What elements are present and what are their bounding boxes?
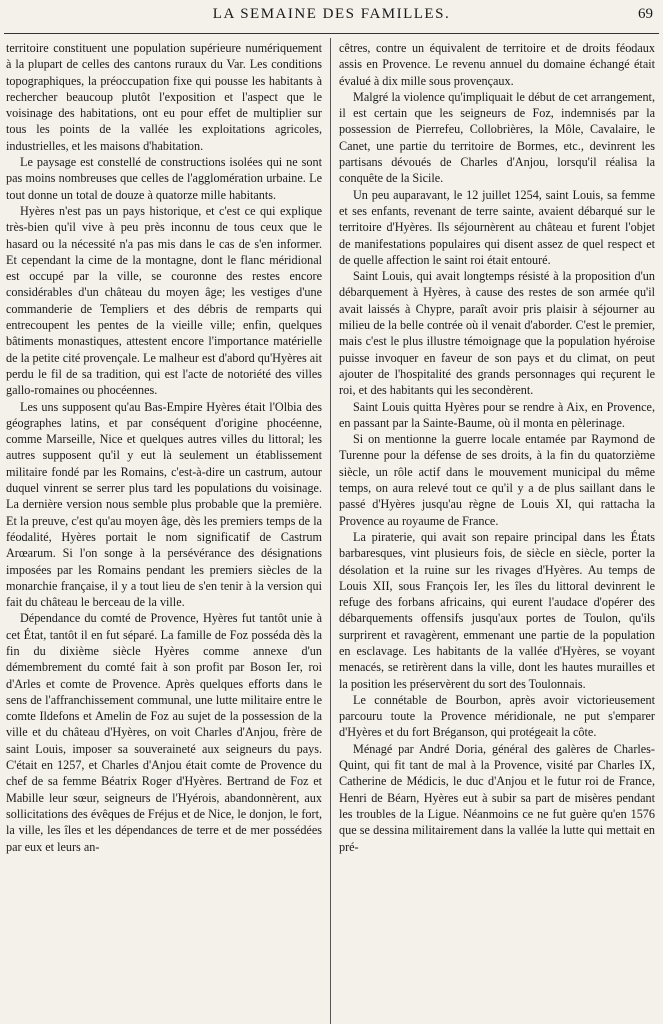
paragraph: cêtres, contre un équivalent de territoire et de droits féodaux assis en Provence. Le revenu annuel du domaine échangé était évalué à dix mille sous provençaux. [339,41,655,88]
paragraph: Les uns supposent qu'au Bas-Empire Hyères était l'Olbia des géographes latins, et par conséquent d'origine phocéenne, comme Marseille, Nice et quelques autres villes du littoral; les autres supposent qu'il y eut là seulement un établissement militaire fondé par les Romains, c'est-à-dire un castrum, autour duquel vinrent se serrer plus tard les populations du voisinage. La dernière version nous semble plus probable que la première. Et la preuve, c'est qu'au moyen âge, dès les premiers temps de la féodalité, Hyères portait le nom significatif de Castrum Arœarum. Si l'on songe à la persévérance des désignations imposées par les Romains pendant les premiers siècles de la monarchie française, il y a tout lieu de s'en tenir à la version qui fait du château le berceau de la ville. [6,399,322,610]
column-divider [330,38,331,1024]
right-column [339,40,655,1020]
paragraph: Le paysage est constellé de constructions isolées qui ne sont pas moins nombreuses que celles de l'agglomération urbaine. Le tout donne un total de douze à quatorze mille habitants. [6,155,322,202]
paragraph: Malgré la violence qu'impliquait le début de cet arrangement, il est certain que les seigneurs de Foz, indemnisés par la possession de Pierrefeu, Collobrières, la Môle, Cavalaire, le Canet, une partie du territoire de Bormes, etc., devinrent les partisans dévoués de Charles d'Anjou, lorsqu'il réalisa la conquête de la Sicile. [339,89,655,186]
page-number: 69 [638,6,653,22]
paragraph: Dépendance du comté de Provence, Hyères fut tantôt unie à cet État, tantôt il en fut séparé. La famille de Foz posséda dès la fin du dixième siècle Hyères comme annexe d'un démembrement du comté fait à son profit par Boson Ier, roi d'Arles et comte de Provence. Après quelques efforts dans le sens de l'affranchissement communal, une lutte militaire entre le comte Ildefons et Amelin de Foz au sujet de la possession de la ville et du château d'Hyères, on voit Charles d'Anjou, frère de saint Louis, imposer sa souveraineté aux seigneurs du pays. C'était en 1257, et Charles d'Anjou était comte de Provence du chef de sa femme Béatrix Roger d'Hyères. Bertrand de Foz et Mabille leur sœur, seigneurs de l'Hyérois, abandonnèrent, aux sollicitations des évêques de Fréjus et de Nice, le donjon, le fort, la ville, les îles et les dépendances de terre et de mer possédées par eux et leurs an- [6,611,322,854]
paragraph: Ménagé par André Doria, général des galères de Charles-Quint, qui fit tant de mal à la Provence, visité par Charles IX, Catherine de Médicis, le duc d'Anjou et le futur roi de France, Henri de Béarn, Hyères eut à subir sa part de misères pendant les troubles de la Ligue. Néanmoins ce ne fut guère qu'en 1576 que se dessina militairement dans la vallée la lutte qui mettait en pré- [339,741,655,854]
paragraph: Le connétable de Bourbon, après avoir victorieusement parcouru toute la Provence méridionale, ne put s'emparer d'Hyères et du fort Bréganson, qui protégeait la côte. [339,692,655,740]
header-rule [4,33,659,34]
paragraph: Un peu auparavant, le 12 juillet 1254, saint Louis, sa femme et ses enfants, revenant de terre sainte, avaient débarqué sur le territoire d'Hyères. Ils séjournèrent au château et furent l'objet de manifestations populaires qui disent assez de quel respect et de quelle affection le saint roi était entouré. [339,187,655,267]
paragraph: Saint Louis, qui avait longtemps résisté à la proposition d'un débarquement à Hyères, à cause des restes de son armée qu'il avait laissés à Chypre, paraît avoir pris plaisir à séjourner au milieu de la belle contrée où il venait d'aborder. C'est le premier, mais c'est le plus illustre témoignage que la population hyéroise puisse invoquer en faveur de son pays et du climat, on peut ajouter de l'hospitalité des grands personnages qui reçurent le roi, et des habitants qui les secondèrent. [339,269,655,398]
running-title: LA SEMAINE DES FAMILLES. [212,6,451,22]
paragraph: territoire constituent une population supérieure numériquement à la plupart de celles des cantons ruraux du Var. Les conditions topographiques, la préoccupation fixe qui pousse les habitants à rechercher beaucoup plutôt l'exposition et l'aspect que le voisinage des habitations, ont eu pour effet de multiplier sur tous les points de la vallée les exploitations agricoles, industrielles, et les maisons d'habitation. [6,41,322,153]
paragraph: Saint Louis quitta Hyères pour se rendre à Aix, en Provence, en passant par la Sainte-Baume, où il monta en pèlerinage. [339,399,655,430]
left-column [6,40,322,1020]
page-header [0,4,663,28]
paragraph: Si on mentionne la guerre locale entamée par Raymond de Turenne pour la défense de ses droits, à la fin du quatorzième siècle, un rôle actif dans le mouvement municipal du même temps, on aura relevé tout ce qu'il y a de plus saillant dans le passé d'Hyères jusqu'au règne de Louis XI, qui rattacha la Provence au royaume de France. [339,432,655,528]
paragraph: La piraterie, qui avait son repaire principal dans les États barbaresques, vint plusieurs fois, de siècle en siècle, porter la désolation et la ruine sur les rivages d'Hyères. Au temps de Louis XII, sous François Ier, les îles du littoral devinrent le refuge des forbans africains, qui eurent l'audace d'opérer des débarquements offensifs jusqu'aux portes de Toulon, qu'ils surprirent et ravagèrent, emmenant une partie de la population en esclavage. Les habitants de la vallée d'Hyères, se voyant menacés, se retirèrent dans la ville, dont les hautes murailles et la position les préservèrent du sort des Toulonnais. [339,529,655,691]
paragraph: Hyères n'est pas un pays historique, et c'est ce qui explique très-bien qu'il vive à peu près inconnu de tous ceux que le hasard ou la nécessité n'a pas mis dans le cas de s'en informer. Et cependant la cime de la montagne, dont le flanc méridional est occupé par la ville, se couronne des restes encore considérables d'un château du moyen âge; les vestiges d'une commanderie de Templiers et des débris de remparts qui entrecoupent les pentes de la vieille ville; enfin, quelques bâtiments monastiques, attestent encore l'importance matérielle de la petite cité provençale. Le malheur est d'abord qu'Hyères ait perdu le fil de sa tradition, qui est l'acte de notoriété des villes gallo-romaines ou phocéennes. [6,203,322,398]
